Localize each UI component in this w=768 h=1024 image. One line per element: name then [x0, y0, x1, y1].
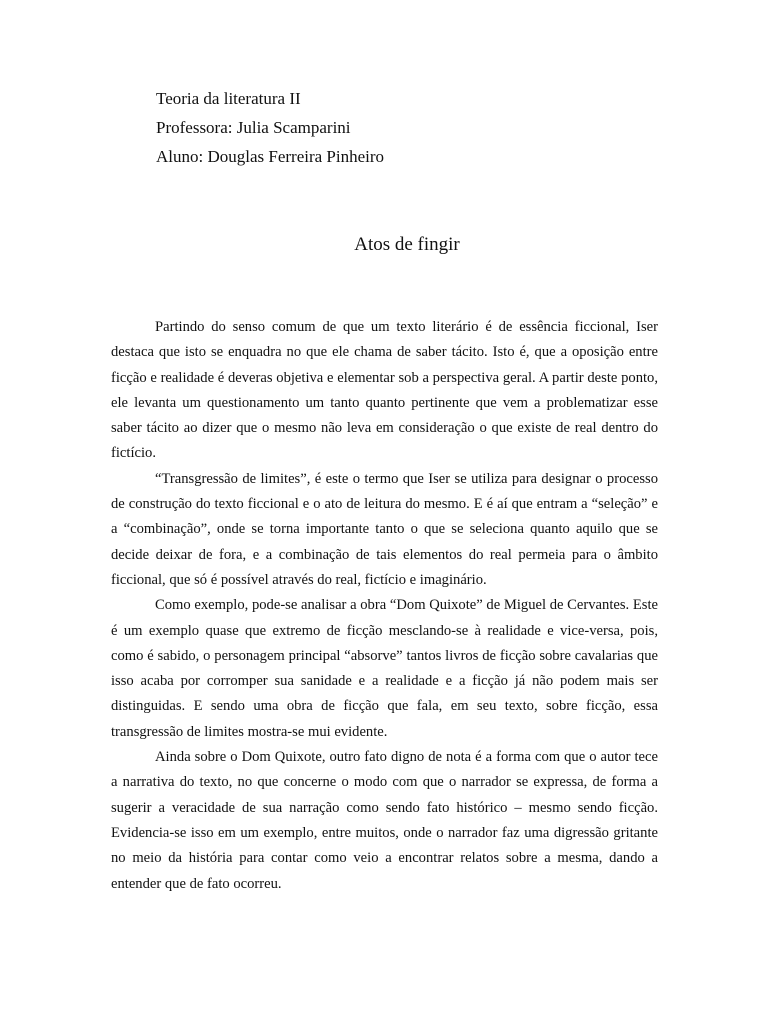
paragraph-4: Ainda sobre o Dom Quixote, outro fato digno de nota é a forma com que o autor tece a narrativa do texto, no que concerne o modo com que o narrador se expressa, de forma a sugerir a veracidade de sua narração como sendo fato histórico – mesmo sendo ficção. Evidencia-se isso em um exemplo, entre muitos, onde o narrador faz uma digressão gritante no meio da história para contar como veio a encontrar relatos sobre a mesma, dando a entender que de fato ocorreu.	[111, 749, 658, 892]
paragraph-2: “Transgressão de limites”, é este o termo que Iser se utiliza para designar o processo de construção do texto ficcional e o ato de leitura do mesmo. E é aí que entram a “seleção” e a “combinação”, onde se torna importante tanto o que se seleciona quanto aquilo que se decide deixar de fora, e a combinação de tais elementos do real permeia para o âmbito ficcional, que só é possível através do real, fictício e imaginário.	[111, 470, 658, 588]
paragraph-3: Como exemplo, pode-se analisar a obra “Dom Quixote” de Miguel de Cervantes. Este é um exemplo quase que extremo de ficção mesclando-se à realidade e vice-versa, pois, como é sabido, o personagem principal “absorve” tantos livros de ficção sobre cavalarias que isso acaba por corromper sua sanidade e a realidade e a ficção já não podem mais ser distinguidas. E sendo uma obra de ficção que fala, em seu texto, sobre ficção, essa transgressão de limites mostra-se mui evidente.	[111, 597, 658, 740]
paragraph-1: Partindo do senso comum de que um texto literário é de essência ficcional, Iser destaca que isto se enquadra no que ele chama de saber tácito. Isto é, que a oposição entre ficção e realidade é deveras objetiva e elementar sob a perspectiva geral. A partir deste ponto, ele levanta um questionamento um tanto quanto pertinente que vem a problematizar esse saber tácito ao dizer que o mesmo não leva em consideração o que existe de real dentro do fictício.	[111, 319, 658, 462]
professor-name: Professora: Julia Scamparini	[156, 118, 351, 137]
document-body	[111, 315, 658, 897]
document-header	[156, 84, 616, 171]
course-name: Teoria da literatura II	[156, 89, 301, 108]
document-title: Atos de fingir	[354, 234, 460, 255]
student-name: Aluno: Douglas Ferreira Pinheiro	[156, 147, 385, 166]
